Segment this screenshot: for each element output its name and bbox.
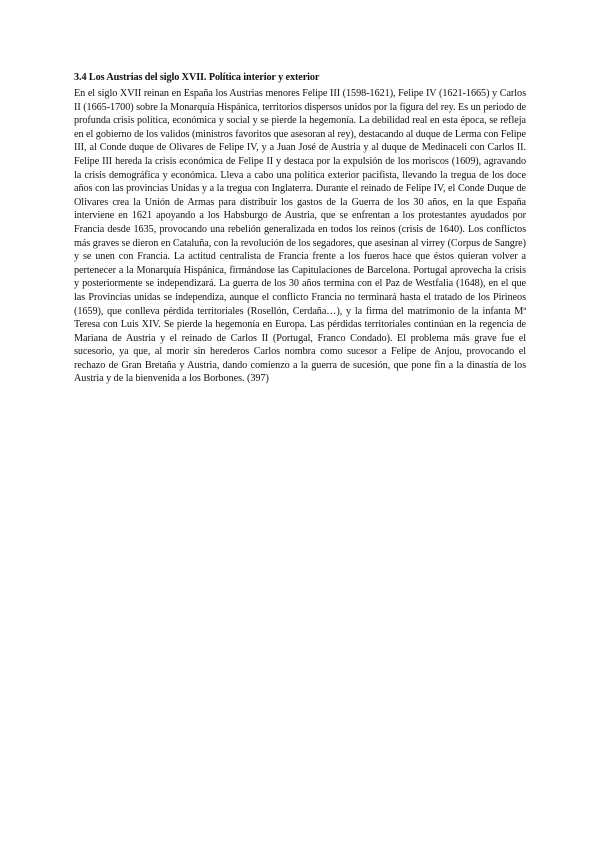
document-content: [74, 71, 526, 386]
body-paragraph: En el siglo XVII reinan en España los Austrias menores Felipe III (1598-1621), Felipe IV (1621-1665) y Carlos II (1665-1700) sobre la Monarquía Hispánica, territorios dispersos unidos por la figura del rey. Es un periodo de profunda crisis política, económica y social y se pierde la hegemonía. La debilidad real en esta época, se refleja en el gobierno de los validos (ministros favoritos que asesoran al rey), destacando al duque de Lerma con Felipe III, al Conde duque de Olivares de Felipe IV, y a Juan José de Austria y al duque de Medinaceli con Carlos II. Felipe III hereda la crisis económica de Felipe II y destaca por la expulsión de los moriscos (1609), agravando la crisis demográfica y económica. Lleva a cabo una política exterior pacifista, llevando la tregua de los doce años con las provincias Unidas y a la tregua con Inglaterra. Durante el reinado de Felipe IV, el Conde Duque de Olivares crea la Unión de Armas para distribuir los gastos de la Guerra de los 30 años, en la que España interviene en 1621 apoyando a los Habsburgo de Austria, que se enfrentan a los protestantes ayudados por Francia desde 1635, provocando una rebelión generalizada en todos los reinos (crisis de 1640). Los conflictos más graves se dieron en Cataluña, con la revolución de los segadores, que asesinan al virrey (Corpus de Sangre) y se unen con Francia. La actitud centralista de Francia frente a los fueros hace que éstos quieran volver a pertenecer a la Monarquía Hispánica, firmándose las Capitulaciones de Barcelona. Portugal aprovecha la crisis y posteriormente se independizará. La guerra de los 30 años termina con el Paz de Westfalia (1648), en el que las Provincias unidas se independiza, aunque el conflicto Francia no terminará hasta el tratado de los Pirineos (1659), que conlleva pérdida territoriales (Rosellón, Cerdaña…), y la firma del matrimonio de la infanta Mª Teresa con Luis XIV. Se pierde la hegemonía en Europa. Las pérdidas territoriales continúan en la regencia de Mariana de Austria y el reinado de Carlos II (Portugal, Franco Condado). El problema más grave fue el sucesorio, ya que, al morir sin herederos Carlos nombra como sucesor a Felipe de Anjou, provocando el rechazo de Gran Bretaña y Austria, dando comienzo a la guerra de sucesión, que pone fin a la dinastía de los Austria y de la bienvenida a los Borbones. (397): [74, 88, 526, 385]
section-heading: 3.4 Los Austrias del siglo XVII. Política interior y exterior: [74, 72, 320, 83]
